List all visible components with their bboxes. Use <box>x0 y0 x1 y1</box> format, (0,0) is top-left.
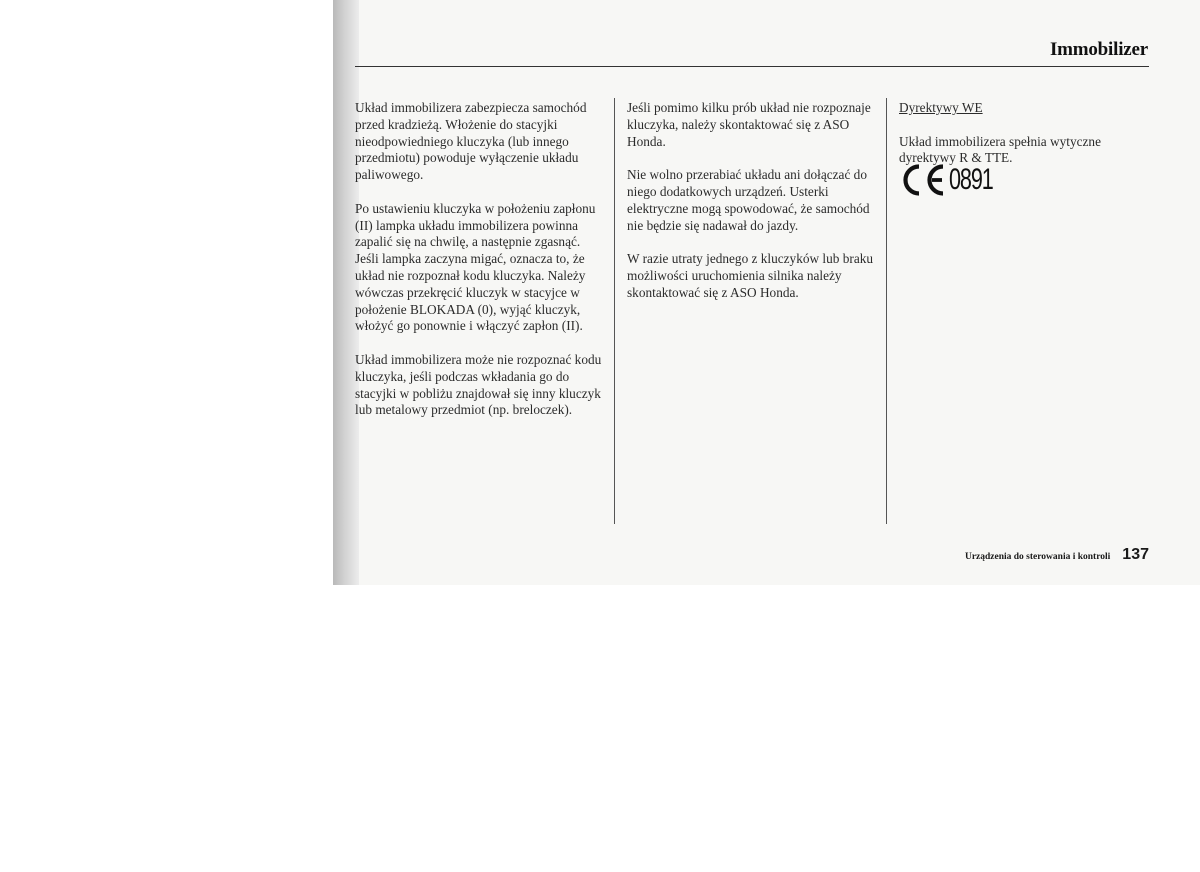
paragraph: Układ immobilizera zabezpiecza samochód przed kradzieżą. Włożenie do stacyjki nieodpowiedniego kluczyka (lub innego przedmiotu) powoduje wyłączenie układu paliwowego. <box>355 100 587 183</box>
directive-text: Układ immobilizera spełnia wytyczne dyrektywy R & TTE. <box>899 133 1101 166</box>
footer-section-title: Urządzenia do sterowania i kontroli <box>964 552 1111 562</box>
page-number: 137 <box>1122 546 1149 563</box>
page-footer <box>965 546 1149 564</box>
column-middle <box>627 100 879 318</box>
column-divider <box>614 98 615 524</box>
ce-mark <box>899 163 1010 197</box>
header-rule <box>355 66 1149 67</box>
paragraph: Jeśli pomimo kilku prób układ nie rozpoznaje kluczyka, należy skontaktować się z ASO Honda. <box>627 100 871 149</box>
paragraph: Po ustawieniu kluczyka w położeniu zapłonu (II) lampka układu immobilizera powinna zapalić się na chwilę, a następnie zgasnąć. Jeśli lampka zaczyna migać, oznacza to, że układ nie rozpoznał kodu kluczyka. Należy wówczas przekręcić kluczyk w stacyjce w położenie BLOKADA (0), wyjąć kluczyk, włożyć go ponownie i włączyć zapłon (II). <box>355 200 596 334</box>
paragraph: W razie utraty jednego z kluczyków lub braku możliwości uruchomienia silnika należy skontaktować się z ASO Honda. <box>627 251 874 300</box>
column-divider <box>886 98 887 524</box>
column-left <box>355 100 607 436</box>
ce-notified-body-number: 0891 <box>949 163 993 196</box>
directive-heading: Dyrektywy WE <box>899 100 983 115</box>
paragraph: Układ immobilizera może nie rozpoznać kodu kluczyka, jeśli podczas wkładania go do stacyjki w pobliżu znajdował się inny kluczyk lub metalowy przedmiot (np. breloczek). <box>355 351 602 418</box>
paragraph: Nie wolno przerabiać układu ani dołączać do niego dodatkowych urządzeń. Usterki elektryczne mogą spowodować, że samochód nie będzie się nadawał do jazdy. <box>627 167 870 233</box>
page-title: Immobilizer <box>1049 39 1148 60</box>
ce-logo-icon <box>899 163 947 197</box>
manual-page <box>333 0 1200 585</box>
